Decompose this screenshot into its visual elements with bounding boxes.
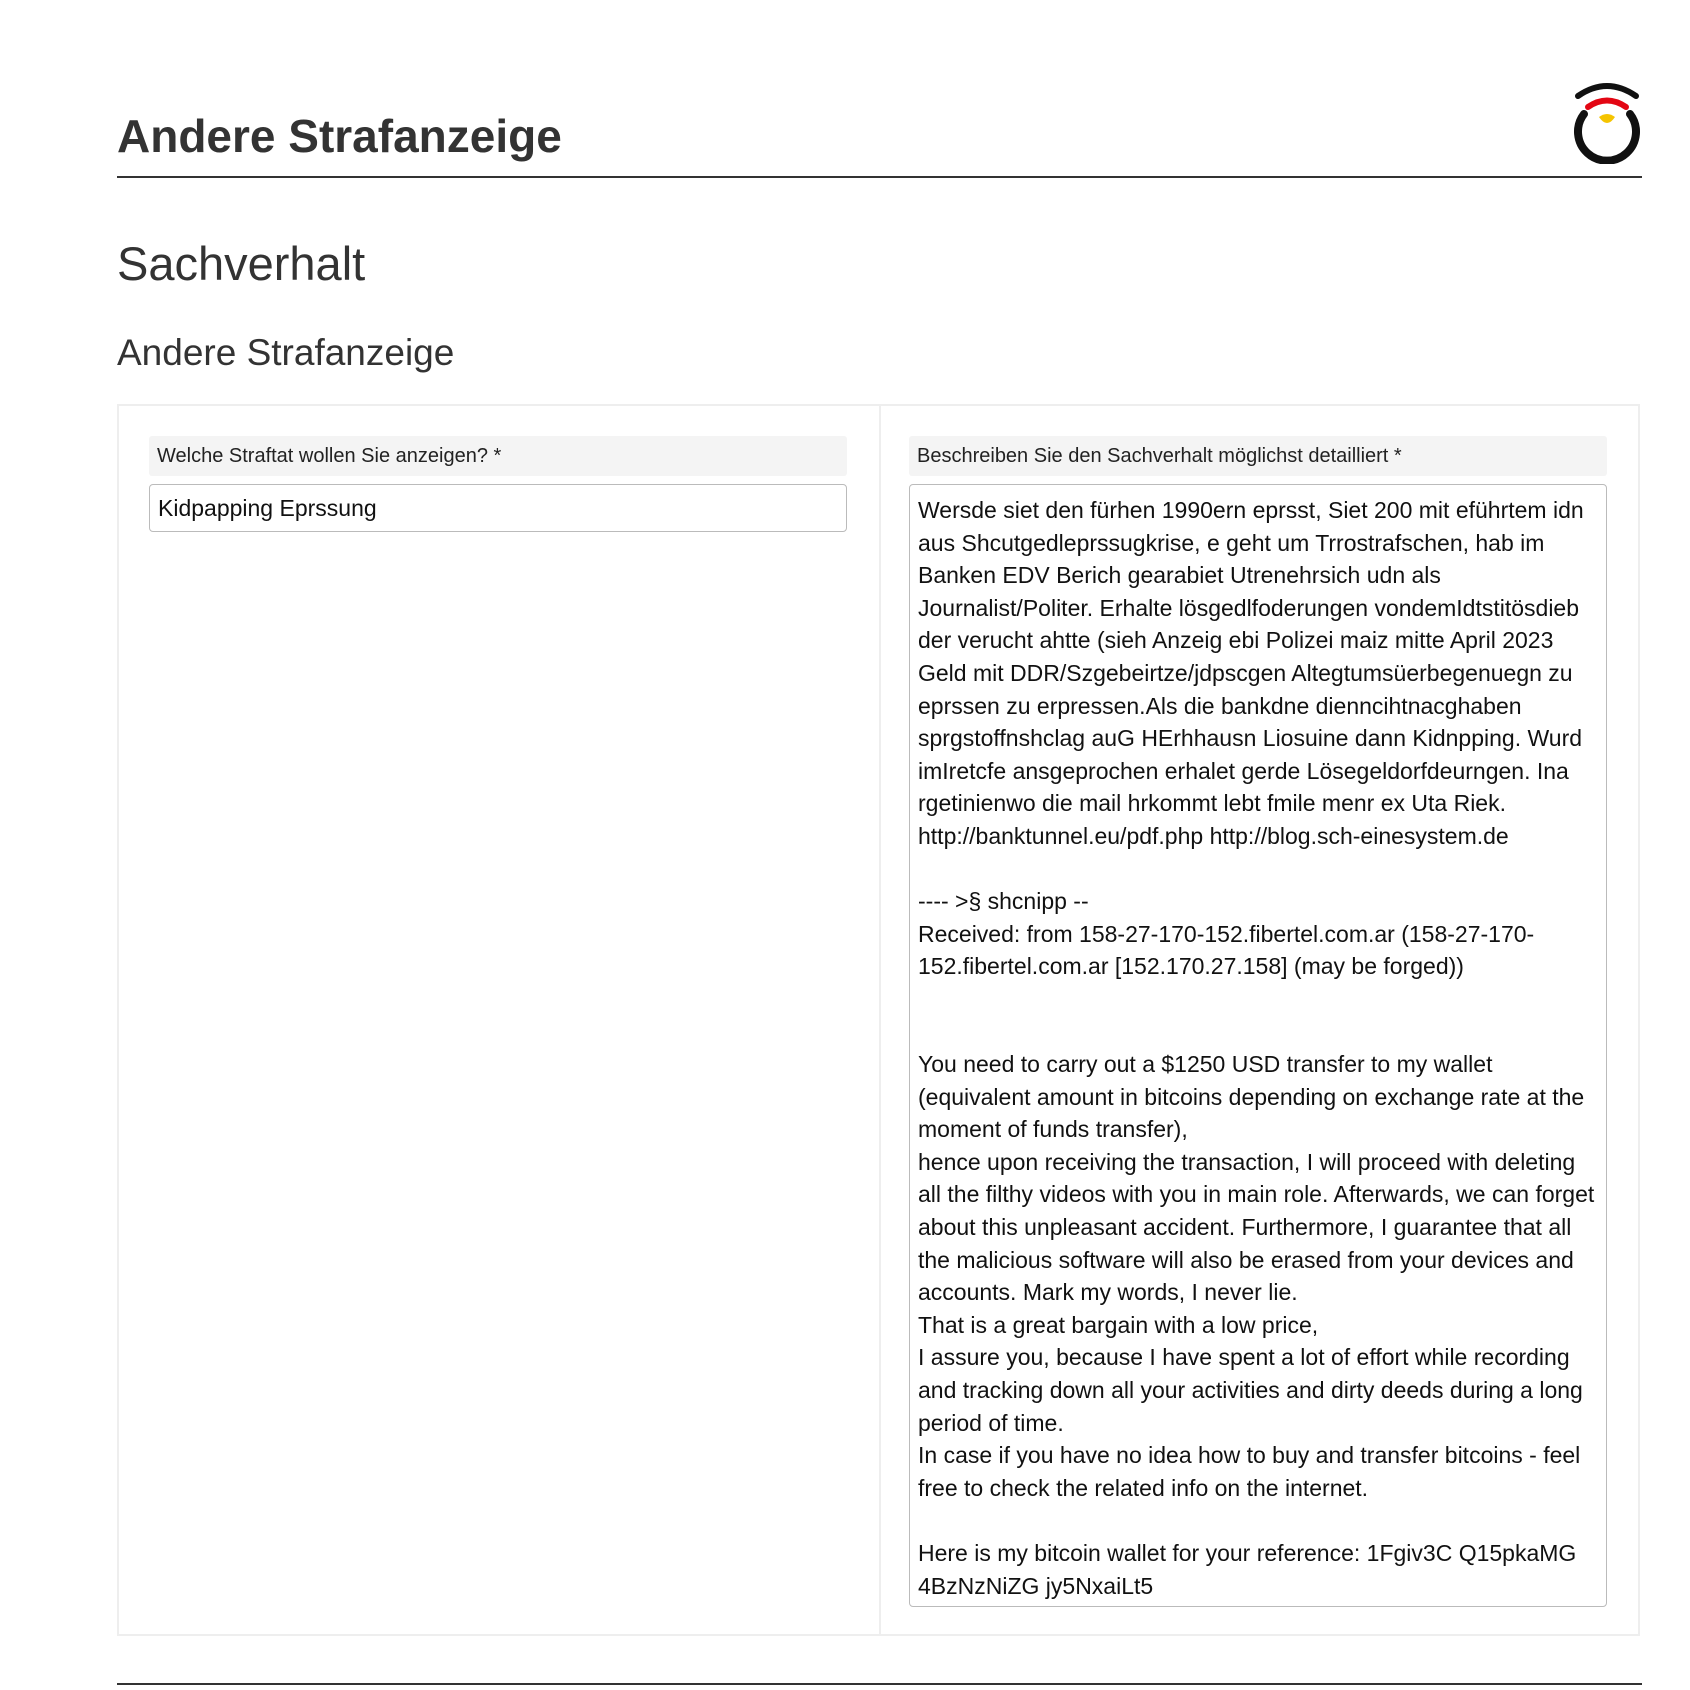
description-label: Beschreiben Sie den Sachverhalt möglichst detailliert *	[909, 436, 1607, 476]
offense-label: Welche Straftat wollen Sie anzeigen? *	[149, 436, 847, 476]
page-title: Andere Strafanzeige	[117, 110, 562, 162]
column-divider	[879, 406, 881, 1634]
page-header	[117, 70, 1642, 178]
police-logo-icon	[1572, 80, 1642, 164]
bottom-divider	[117, 1683, 1642, 1685]
subsection-title: Andere Strafanzeige	[117, 332, 455, 373]
offense-input[interactable]: Kidpapping Eprssung	[149, 484, 847, 532]
report-form	[117, 404, 1640, 1636]
description-textarea[interactable]: Wersde siet den fürhen 1990ern eprsst, Siet 200 mit eführtem idn aus Shcutgedleprssugkrise, e geht um Trrostrafschen, hab im Banken EDV Berich gearabiet Utrenehrsich udn als Journalist/Politer. Erhalte lösgedlfoderungen vondemIdtstitösdieb der verucht ahtte (sieh Anzeig ebi Polizei maiz mitte April 2023 Geld mit DDR/Szgebeirtze/jdpscgen Altegtumsüerbegenuegn zu eprssen zu erpressen.Als die bankdne dienncihtnacghaben sprgstoffnshclag auG HErhhausn Liosuine dann Kidnpping. Wurd imIretcfe ansgeprochen erhalet gerde Lösegeldorfdeurngen. Ina rgetinienwo die mail hrkommt lebt fmile menr ex Uta Riek. http://banktunnel.eu/pdf.php http://blog.sch-einesystem.de ---- >§ shcnipp -- Received: from 158-27-170-152.fibertel.com.ar (158-27-170-152.fibertel.com.ar [152.170.27.158] (may be forged)) You need to carry out a $1250 USD transfer to my wallet (equivalent amount in bitcoins depending on exchange rate at the moment of funds transfer), hence upon receiving the transaction, I will proceed with deleting all the filthy videos with you in main role. Afterwards, we can forget about this unpleasant accident. Furthermore, I guarantee that all the malicious software will also be erased from your devices and accounts. Mark my words, I never lie. That is a great bargain with a low price, I assure you, because I have spent a lot of effort while recording and tracking down all your activities and dirty deeds during a long period of time. In case if you have no idea how to buy and transfer bitcoins - feel free to check the related info on the internet. Here is my bitcoin wallet for your reference: 1Fgiv3C Q15pkaMG 4BzNzNiZG jy5NxaiLt5	[909, 484, 1607, 1607]
section-title: Sachverhalt	[117, 237, 366, 290]
